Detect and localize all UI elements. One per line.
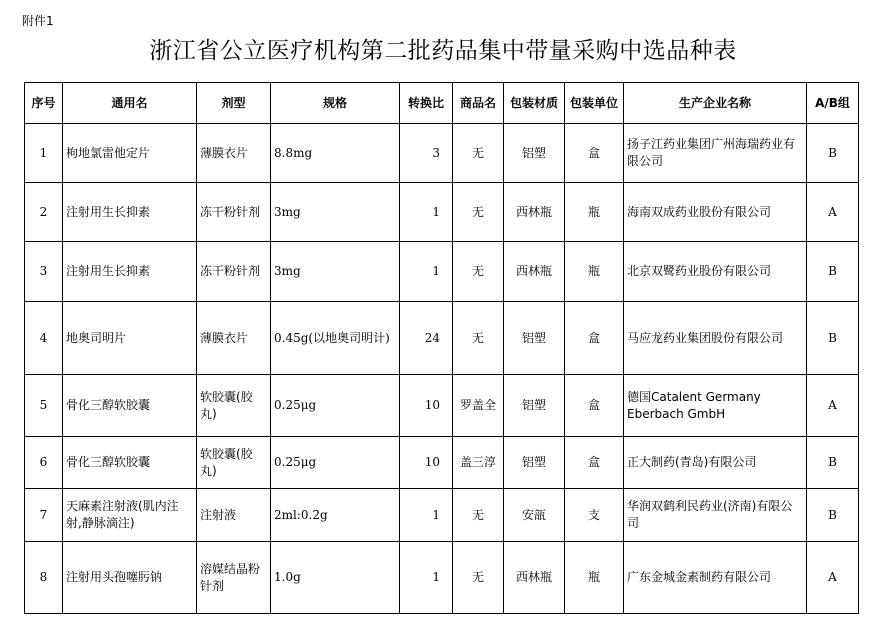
cell-ratio: 3	[400, 124, 453, 183]
cell-unit: 盒	[565, 302, 624, 375]
cell-maker: 德国Catalent Germany Eberbach GmbH	[624, 375, 807, 437]
cell-group: A	[807, 183, 859, 242]
cell-brand: 无	[453, 183, 504, 242]
cell-group: B	[807, 302, 859, 375]
cell-no: 4	[25, 302, 63, 375]
header-unit: 包装单位	[565, 83, 624, 124]
cell-spec: 1.0g	[271, 542, 400, 614]
table-header-row	[25, 83, 859, 124]
header-brand: 商品名	[453, 83, 504, 124]
cell-maker: 广东金城金素制药有限公司	[624, 542, 807, 614]
cell-brand: 盖三淳	[453, 437, 504, 489]
cell-form: 冻干粉针剂	[197, 183, 271, 242]
cell-maker: 正大制药(青岛)有限公司	[624, 437, 807, 489]
cell-spec: 8.8mg	[271, 124, 400, 183]
cell-unit: 支	[565, 489, 624, 542]
cell-spec: 3mg	[271, 242, 400, 302]
cell-group: B	[807, 489, 859, 542]
cell-no: 5	[25, 375, 63, 437]
cell-no: 1	[25, 124, 63, 183]
cell-spec: 3mg	[271, 183, 400, 242]
table-row	[25, 437, 859, 489]
cell-maker: 北京双鹭药业股份有限公司	[624, 242, 807, 302]
cell-material: 铝塑	[504, 437, 565, 489]
cell-no: 3	[25, 242, 63, 302]
cell-ratio: 1	[400, 489, 453, 542]
document-title: 浙江省公立医疗机构第二批药品集中带量采购中选品种表	[149, 38, 737, 64]
cell-form: 薄膜衣片	[197, 302, 271, 375]
header-form: 剂型	[197, 83, 271, 124]
cell-name: 骨化三醇软胶囊	[63, 437, 197, 489]
cell-maker: 扬子江药业集团广州海瑞药业有限公司	[624, 124, 807, 183]
cell-brand: 无	[453, 242, 504, 302]
cell-material: 西林瓶	[504, 542, 565, 614]
cell-group: A	[807, 375, 859, 437]
header-spec: 规格	[271, 83, 400, 124]
cell-form: 冻干粉针剂	[197, 242, 271, 302]
table-row	[25, 183, 859, 242]
cell-name: 注射用生长抑素	[63, 183, 197, 242]
cell-material: 西林瓶	[504, 183, 565, 242]
cell-form: 注射液	[197, 489, 271, 542]
cell-maker: 华润双鹤利民药业(济南)有限公司	[624, 489, 807, 542]
cell-material: 铝塑	[504, 124, 565, 183]
cell-form: 溶媒结晶粉针剂	[197, 542, 271, 614]
cell-form: 薄膜衣片	[197, 124, 271, 183]
header-material: 包装材质	[504, 83, 565, 124]
cell-brand: 无	[453, 124, 504, 183]
cell-no: 2	[25, 183, 63, 242]
cell-group: B	[807, 124, 859, 183]
table-row	[25, 542, 859, 614]
cell-no: 8	[25, 542, 63, 614]
cell-group: B	[807, 242, 859, 302]
cell-spec: 2ml:0.2g	[271, 489, 400, 542]
cell-unit: 盒	[565, 437, 624, 489]
cell-name: 注射用生长抑素	[63, 242, 197, 302]
cell-name: 地奥司明片	[63, 302, 197, 375]
cell-unit: 盒	[565, 375, 624, 437]
cell-material: 西林瓶	[504, 242, 565, 302]
drug-table	[24, 82, 859, 614]
cell-name: 注射用头孢噻肟钠	[63, 542, 197, 614]
header-maker: 生产企业名称	[624, 83, 807, 124]
cell-ratio: 10	[400, 437, 453, 489]
cell-form: 软胶囊(胶丸)	[197, 437, 271, 489]
cell-ratio: 1	[400, 242, 453, 302]
cell-material: 铝塑	[504, 302, 565, 375]
cell-brand: 无	[453, 542, 504, 614]
cell-unit: 瓶	[565, 242, 624, 302]
table-row	[25, 242, 859, 302]
cell-name: 枸地氯雷他定片	[63, 124, 197, 183]
cell-brand: 无	[453, 302, 504, 375]
cell-ratio: 24	[400, 302, 453, 375]
table-row	[25, 302, 859, 375]
attachment-label: 附件1	[22, 14, 54, 28]
cell-ratio: 1	[400, 542, 453, 614]
cell-ratio: 1	[400, 183, 453, 242]
cell-name: 骨化三醇软胶囊	[63, 375, 197, 437]
cell-form: 软胶囊(胶丸)	[197, 375, 271, 437]
header-group: A/B组	[807, 83, 859, 124]
cell-spec: 0.25μg	[271, 437, 400, 489]
cell-name: 天麻素注射液(肌内注射,静脉滴注)	[63, 489, 197, 542]
cell-material: 铝塑	[504, 375, 565, 437]
cell-spec: 0.45g(以地奥司明计)	[271, 302, 400, 375]
cell-spec: 0.25μg	[271, 375, 400, 437]
cell-no: 6	[25, 437, 63, 489]
table-row	[25, 124, 859, 183]
cell-no: 7	[25, 489, 63, 542]
table-row	[25, 375, 859, 437]
cell-unit: 瓶	[565, 183, 624, 242]
cell-group: A	[807, 542, 859, 614]
cell-maker: 海南双成药业股份有限公司	[624, 183, 807, 242]
cell-unit: 瓶	[565, 542, 624, 614]
table-row	[25, 489, 859, 542]
cell-brand: 无	[453, 489, 504, 542]
cell-maker: 马应龙药业集团股份有限公司	[624, 302, 807, 375]
cell-ratio: 10	[400, 375, 453, 437]
cell-material: 安瓿	[504, 489, 565, 542]
header-no: 序号	[25, 83, 63, 124]
header-name: 通用名	[63, 83, 197, 124]
cell-group: B	[807, 437, 859, 489]
cell-unit: 盒	[565, 124, 624, 183]
cell-brand: 罗盖全	[453, 375, 504, 437]
header-ratio: 转换比	[400, 83, 453, 124]
